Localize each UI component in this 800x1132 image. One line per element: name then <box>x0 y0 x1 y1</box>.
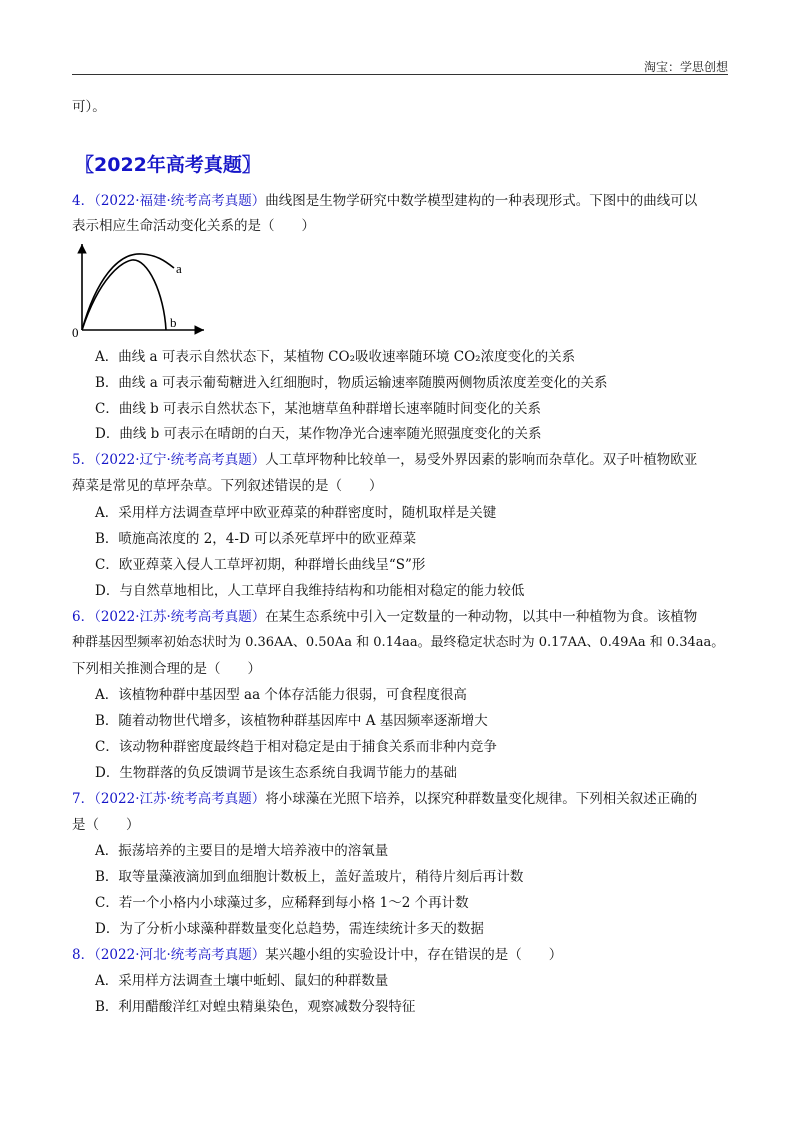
question-source: （2022·江苏·统考高考真题） <box>94 791 266 807</box>
curve-a <box>82 254 174 330</box>
question-5-option-a: A．采用样方法调查草坪中欧亚蔊菜的种群密度时，随机取样是关键 <box>95 505 497 521</box>
question-number: 6． <box>72 609 95 625</box>
question-7-stem <box>72 789 697 809</box>
curve-figure <box>70 240 210 340</box>
question-source: （2022·江苏·统考高考真题） <box>94 609 266 625</box>
question-number: 8． <box>72 947 95 963</box>
question-7-stem-cont: 是（ ） <box>72 817 140 833</box>
curve-a-label: a <box>176 261 182 276</box>
question-6-option-b: B．随着动物世代增多，该植物种群基因库中 A 基因频率逐渐增大 <box>95 713 488 729</box>
question-6-option-c: C．该动物种群密度最终趋于相对稳定是由于捕食关系而非种内竞争 <box>95 739 497 755</box>
question-4-stem-cont: 表示相应生命活动变化关系的是（ ） <box>72 218 315 234</box>
question-stem-text: 在某生态系统中引入一定数量的一种动物，以其中一种植物为食。该植物 <box>265 609 698 625</box>
question-5-option-c: C．欧亚蔊菜入侵人工草坪初期，种群增长曲线呈“S”形 <box>95 557 426 573</box>
question-number: 4． <box>72 193 95 209</box>
header-shop-label: 淘宝：学思创想 <box>643 60 728 74</box>
question-6-stem <box>72 607 697 627</box>
question-6-option-d: D．生物群落的负反馈调节是该生态系统自我调节能力的基础 <box>95 765 457 781</box>
question-stem-text: 某兴趣小组的实验设计中，存在错误的是（ ） <box>265 947 563 963</box>
question-5-stem <box>72 450 697 470</box>
curve-b-label: b <box>170 315 177 330</box>
question-7-option-d: D．为了分析小球藻种群数量变化总趋势，需连续统计多天的数据 <box>95 921 484 937</box>
question-7-option-b: B．取等量藻液滴加到血细胞计数板上，盖好盖玻片，稍待片刻后再计数 <box>95 869 524 885</box>
section-title: 〖2022年高考真题〗 <box>75 154 261 176</box>
question-6-option-a: A．该植物种群中基因型 aa 个体存活能力很弱，可食程度很高 <box>95 687 467 703</box>
question-source: （2022·河北·统考高考真题） <box>94 947 266 963</box>
question-source: （2022·辽宁·统考高考真题） <box>94 452 266 468</box>
question-5-option-b: B．喷施高浓度的 2，4-D 可以杀死草坪中的欧亚蔊菜 <box>95 531 417 547</box>
question-number: 5． <box>72 452 95 468</box>
question-stem-text: 将小球藻在光照下培养，以探究种群数量变化规律。下列相关叙述正确的 <box>265 791 698 807</box>
question-8-option-a: A．采用样方法调查土壤中蚯蚓、鼠妇的种群数量 <box>95 973 389 989</box>
origin-label: 0 <box>72 325 79 340</box>
question-6-stem-cont-2: 下列相关推测合理的是（ ） <box>72 661 261 677</box>
question-5-option-d: D．与自然草地相比，人工草坪自我维持结构和功能相对稳定的能力较低 <box>95 583 525 599</box>
question-4-stem <box>72 191 697 211</box>
question-8-stem <box>72 945 562 965</box>
question-4-option-d: D．曲线 b 可表示在晴朗的白天，某作物净光合速率随光照强度变化的关系 <box>95 426 542 442</box>
question-4-option-b: B．曲线 a 可表示葡萄糖进入红细胞时，物质运输速率随膜两侧物质浓度差变化的关系 <box>95 375 608 391</box>
question-4-option-a: A．曲线 a 可表示自然状态下，某植物 CO₂吸收速率随环境 CO₂浓度变化的关系 <box>95 349 576 365</box>
question-8-option-b: B．利用醋酸洋红对蝗虫精巢染色，观察减数分裂特征 <box>95 999 416 1015</box>
question-stem-text: 曲线图是生物学研究中数学模型建构的一种表现形式。下图中的曲线可以 <box>265 193 698 209</box>
top-fragment: 可）。 <box>72 99 106 115</box>
header-rule <box>72 74 728 75</box>
question-7-option-c: C．若一个小格内小球藻过多，应稀释到每小格 1～2 个再计数 <box>95 895 469 911</box>
question-4-option-c: C．曲线 b 可表示自然状态下，某池塘草鱼种群增长速率随时间变化的关系 <box>95 401 542 417</box>
question-stem-text: 人工草坪物种比较单一，易受外界因素的影响而杂草化。双子叶植物欧亚 <box>265 452 698 468</box>
question-6-stem-cont: 种群基因型频率初始态状时为 0.36AA、0.50Aa 和 0.14aa。最终稳定状态时为 0.17AA、0.49Aa 和 0.34aa。 <box>72 635 725 650</box>
question-7-option-a: A．振荡培养的主要目的是增大培养液中的溶氧量 <box>95 843 389 859</box>
question-5-stem-cont: 蔊菜是常见的草坪杂草。下列叙述错误的是（ ） <box>72 478 383 494</box>
question-number: 7． <box>72 791 95 807</box>
question-source: （2022·福建·统考高考真题） <box>94 193 266 209</box>
